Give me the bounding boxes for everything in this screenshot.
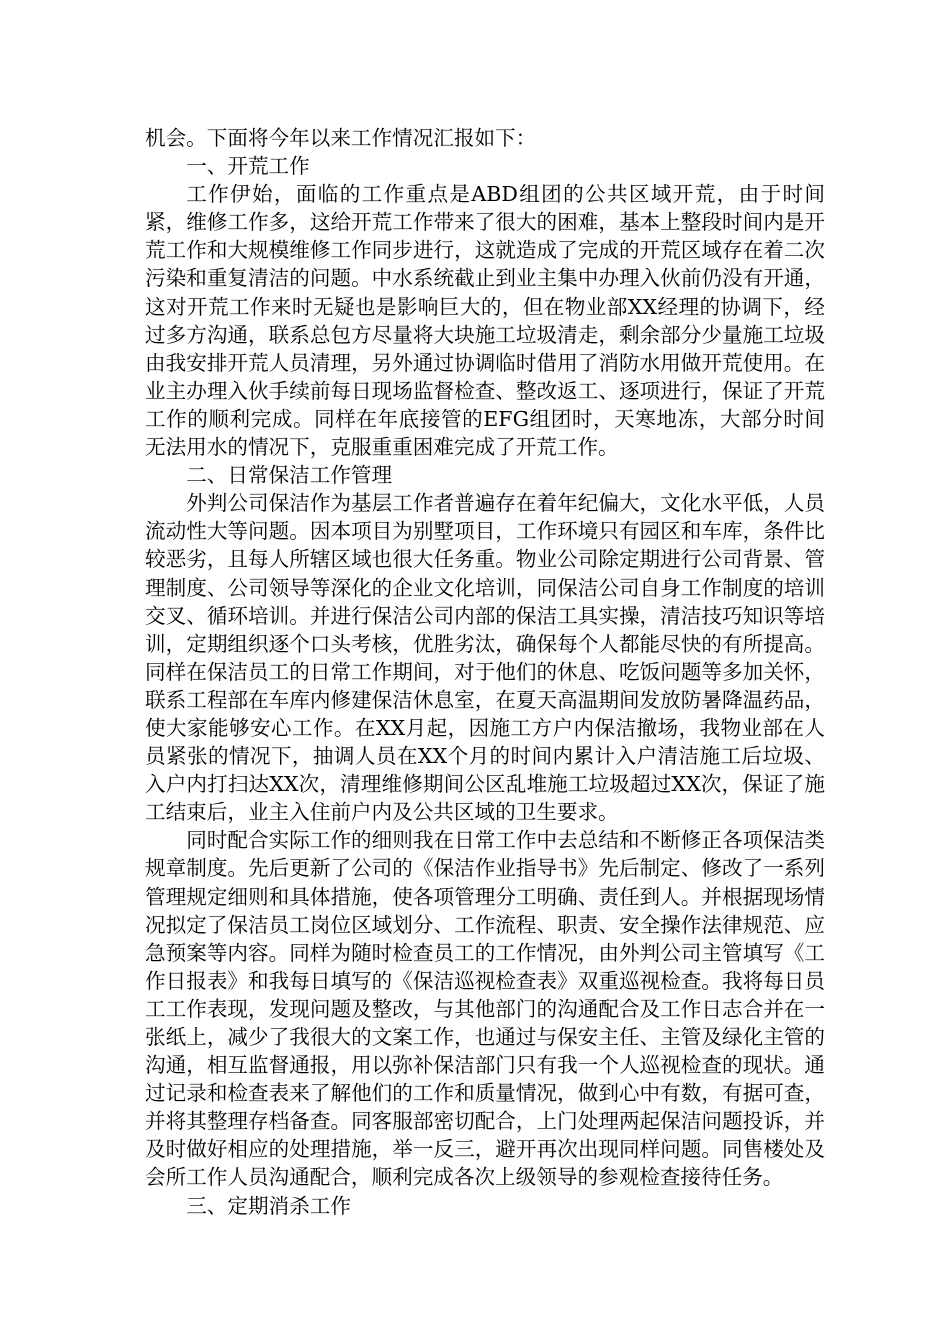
document-page [145,124,825,1220]
paragraph-daily-cleaning-staff: 外判公司保洁作为基层工作者普遍存在着年纪偏大，文化水平低，人员流动性大等问题。因本项目为别墅项目，工作环境只有园区和车库，条件比较恶劣，且每人所辖区域也很大任务重。物业公司除定期进行公司背景、管理制度、公司领导等深化的企业文化培训，同保洁公司自身工作制度的培训交叉、循环培训。并进行保洁公司内部的保洁工具实操，清洁技巧知识等培训，定期组织逐个口头考核，优胜劣汰，确保每个人都能尽快的有所提高。同样在保洁员工的日常工作期间，对于他们的休息、吃饭问题等多加关怀，联系工程部在车库内修建保洁休息室，在夏天高温期间发放防暑降温药品，使大家能够安心工作。在XX月起，因施工方户内保洁撤场，我物业部在人员紧张的情况下，抽调人员在XX个月的时间内累计入户清洁施工后垃圾、入户内打扫达XX次，清理维修期间公区乱堆施工垃圾超过XX次，保证了施工结束后，业主入住前户内及公共区域的卫生要求。 [145,491,825,825]
paragraph-land-clearing: 工作伊始，面临的工作重点是ABD组团的公共区域开荒，由于时间紧，维修工作多，这给开荒工作带来了很大的困难，基本上整段时间内是开荒工作和大规模维修工作同步进行，这就造成了完成的开荒区域存在着二次污染和重复清洁的问题。中水系统截止到业主集中办理入伙前仍没有开通，这对开荒工作来时无疑也是影响巨大的，但在物业部XX经理的协调下，经过多方沟通，联系总包方尽量将大块施工垃圾清走，剩余部分少量施工垃圾由我安排开荒人员清理，另外通过协调临时借用了消防水用做开荒使用。在业主办理入伙手续前每日现场监督检查、整改返工、逐项进行，保证了开荒工作的顺利完成。同样在年底接管的EFG组团时，天寒地冻，大部分时间无法用水的情况下，克服重重困难完成了开荒工作。 [145,182,825,460]
section-heading-disinfection: 三、定期消杀工作 [186,1193,351,1218]
section-heading-daily-cleaning: 二、日常保洁工作管理 [186,463,393,488]
paragraph-daily-cleaning-rules: 同时配合实际工作的细则我在日常工作中去总结和不断修正各项保洁类规章制度。先后更新了公司的《保洁作业指导书》先后制定、修改了一系列管理规定细则和具体措施，使各项管理分工明确、责任到人。并根据现场情况拟定了保洁员工岗位区域划分、工作流程、职责、安全操作法律规范、应急预案等内容。同样为随时检查员工的工作情况，由外判公司主管填写《工作日报表》和我每日填写的《保洁巡视检查表》双重巡视检查。我将每日员工工作表现，发现问题及整改，与其他部门的沟通配合及工作日志合并在一张纸上，减少了我很大的文案工作，也通过与保安主任、主管及绿化主管的沟通，相互监督通报，用以弥补保洁部门只有我一个人巡视检查的现状。通过记录和检查表来了解他们的工作和质量情况，做到心中有数，有据可查，并将其整理存档备查。同客服部密切配合，上门处理两起保洁问题投诉，并及时做好相应的处理措施，举一反三，避开再次出现同样问题。同售楼处及会所工作人员沟通配合，顺利完成各次上级领导的参观检查接待任务。 [145,828,825,1190]
intro-line: 机会。下面将今年以来工作情况汇报如下： [145,126,537,150]
section-heading-land-clearing: 一、开荒工作 [186,154,310,179]
